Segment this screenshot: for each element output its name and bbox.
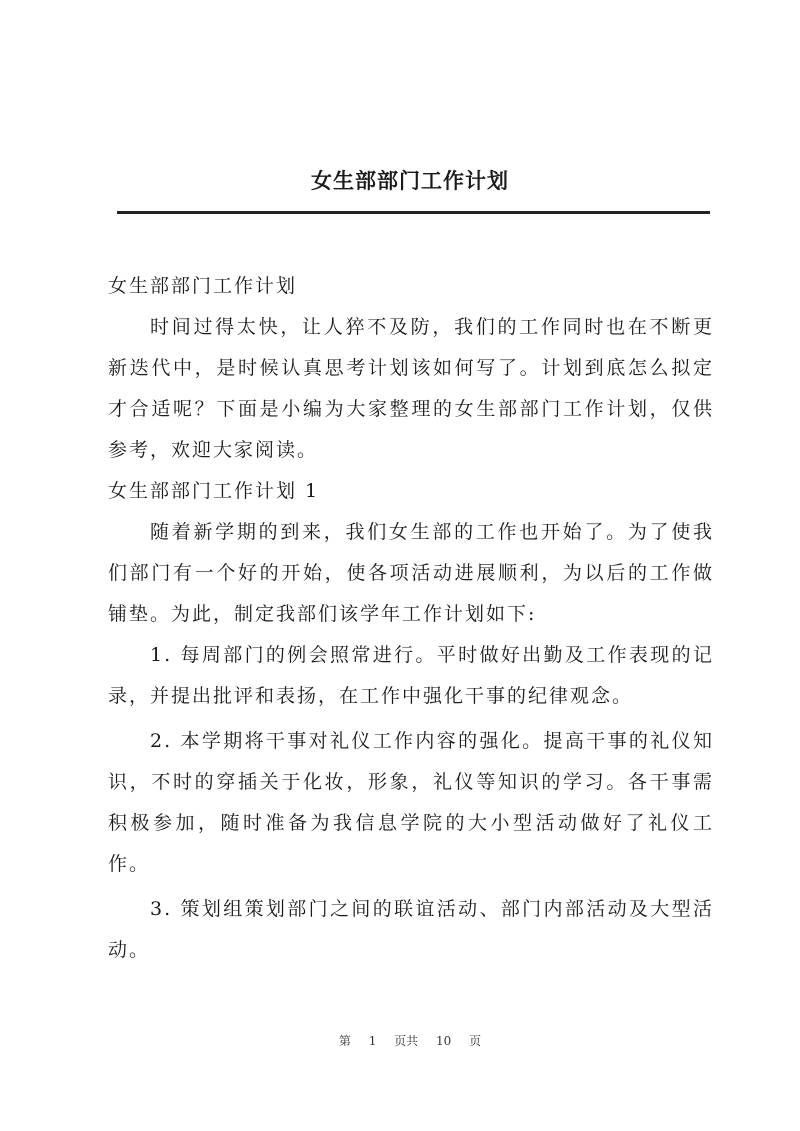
document-body	[108, 266, 714, 971]
list-item: 3. 策划组策划部门之间的联谊活动、部门内部活动及大型活动。	[108, 898, 714, 961]
footer-current-page: 1	[368, 1034, 377, 1048]
section-heading: 女生部部门工作计划 1	[108, 480, 320, 502]
page-footer	[0, 1032, 800, 1049]
body-paragraph: 随着新学期的到来，我们女生部的工作也开始了。为了使我们部门有一个好的开始，使各项活动进展顺利，为以后的工作做铺垫。为此，制定我部们该学年工作计划如下:	[108, 521, 714, 625]
footer-total-pages: 10	[436, 1034, 452, 1048]
section-heading: 女生部部门工作计划	[108, 275, 298, 297]
page-title: 女生部部门工作计划	[311, 168, 509, 193]
intro-paragraph: 时间过得太快，让人猝不及防，我们的工作同时也在不断更新迭代中，是时候认真思考计划该如何写了。计划到底怎么拟定才合适呢？下面是小编为大家整理的女生部部门工作计划，仅供参考，欢迎大家阅读。	[108, 316, 714, 461]
list-item: 2. 本学期将干事对礼仪工作内容的强化。提高干事的礼仪知识，不时的穿插关于化妆，形象，礼仪等知识的学习。各干事需积极参加，随时准备为我信息学院的大小型活动做好了礼仪工作。	[108, 730, 714, 875]
footer-total-suffix: 页	[469, 1034, 482, 1048]
footer-page-label: 第	[338, 1034, 351, 1048]
footer-total-prefix: 页共	[394, 1034, 419, 1048]
title-underline	[117, 211, 710, 214]
list-item: 1. 每周部门的例会照常进行。平时做好出勤及工作表现的记录，并提出批评和表扬，在工作中强化干事的纪律观念。	[108, 644, 714, 707]
